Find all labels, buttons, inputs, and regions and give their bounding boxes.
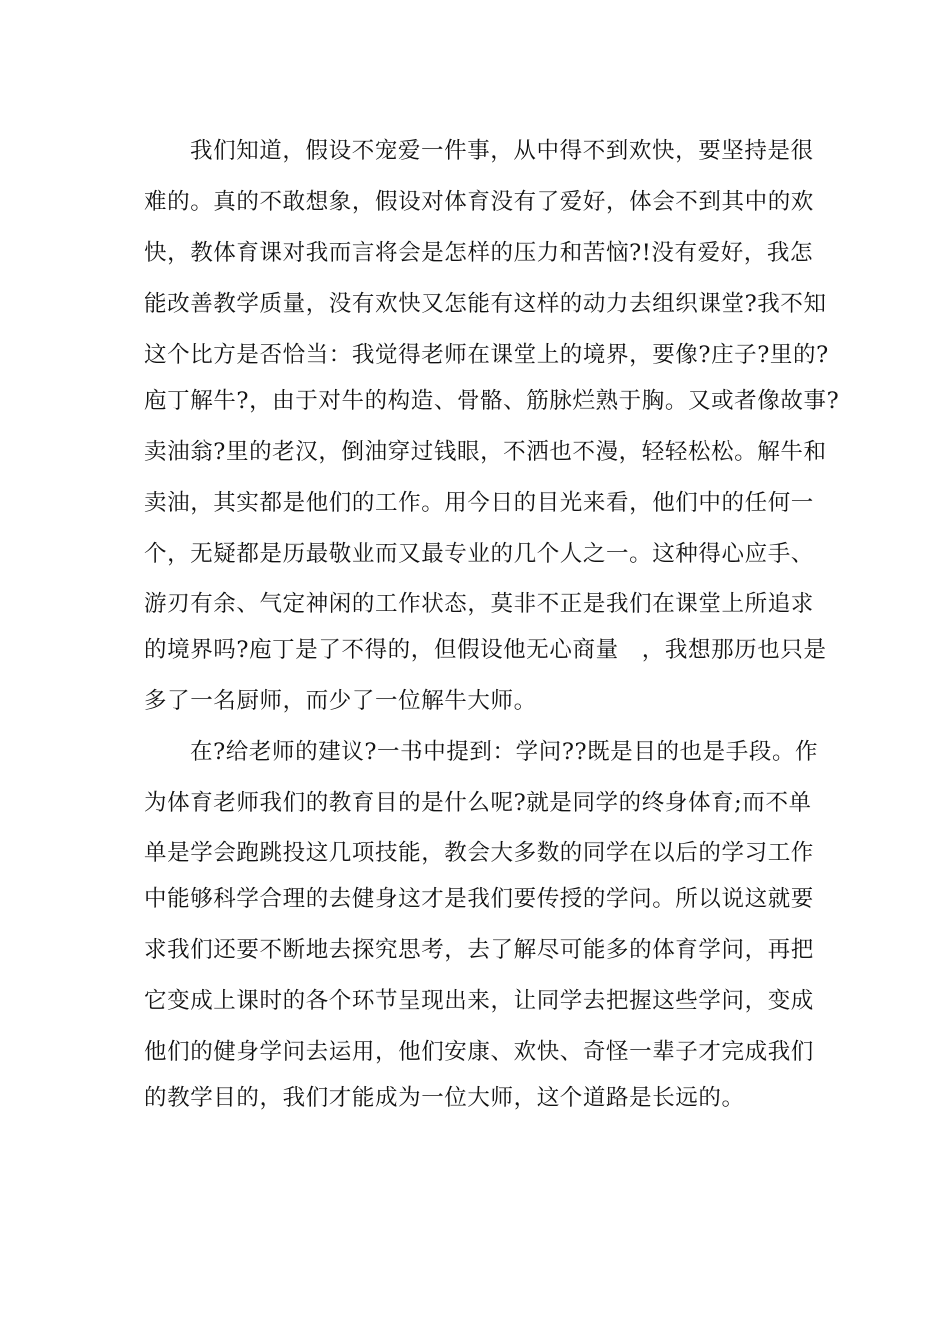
paragraph-1-line-3: 快，教体育课对我而言将会是怎样的压力和苦恼?!没有爱好，我怎 [144, 240, 814, 266]
paragraph-1-line-2: 难的。真的不敢想象，假设对体育没有了爱好，体会不到其中的欢 [144, 189, 814, 215]
paragraph-1-line-6: 庖丁解牛?，由于对牛的构造、骨骼、筋脉烂熟于胸。又或者像故事? [144, 388, 840, 414]
paragraph-1-line-12: 多了一名厨师，而少了一位解牛大师。 [144, 688, 537, 714]
paragraph-2-line-5: 求我们还要不断地去探究思考，去了解尽可能多的体育学问，再把 [144, 937, 814, 963]
paragraph-2-line-7: 他们的健身学问去运用，他们安康、欢快、奇怪一辈子才完成我们 [144, 1039, 814, 1065]
paragraph-1-line-10: 游刃有余、气定神闲的工作状态，莫非不正是我们在课堂上所追求 [144, 591, 814, 617]
paragraph-1-line-9: 个，无疑都是历最敬业而又最专业的几个人之一。这种得心应手、 [144, 541, 814, 567]
paragraph-2-line-6: 它变成上课时的各个环节呈现出来，让同学去把握这些学问，变成 [144, 988, 814, 1014]
paragraph-2-line-3: 单是学会跑跳投这几项技能，教会大多数的同学在以后的学习工作 [144, 840, 814, 866]
paragraph-2-line-4: 中能够科学合理的去健身这才是我们要传授的学问。所以说这就要 [144, 886, 814, 912]
paragraph-2-line-1: 在?给老师的建议?一书中提到：学问??既是目的也是手段。作 [190, 739, 819, 765]
paragraph-2-line-2: 为体育老师我们的教育目的是什么呢?就是同学的终身体育;而不单 [144, 790, 812, 816]
paragraph-1-line-8: 卖油，其实都是他们的工作。用今日的目光来看，他们中的任何一 [144, 490, 814, 516]
paragraph-1-line-7: 卖油翁?里的老汉，倒油穿过钱眼，不洒也不漫，轻轻松松。解牛和 [144, 439, 827, 465]
paragraph-1-line-5: 这个比方是否恰当：我觉得老师在课堂上的境界，要像?庄子?里的? [144, 342, 829, 368]
paragraph-1-line-1: 我们知道，假设不宠爱一件事，从中得不到欢快，要坚持是很 [190, 138, 814, 164]
paragraph-1-line-4: 能改善教学质量，没有欢快又怎能有这样的动力去组织课堂?我不知 [144, 291, 827, 317]
paragraph-1-line-11: 的境界吗?庖丁是了不得的，但假设他无心商量 ，我想那历也只是 [144, 637, 827, 663]
paragraph-2-line-8: 的教学目的，我们才能成为一位大师，这个道路是长远的。 [144, 1085, 745, 1111]
